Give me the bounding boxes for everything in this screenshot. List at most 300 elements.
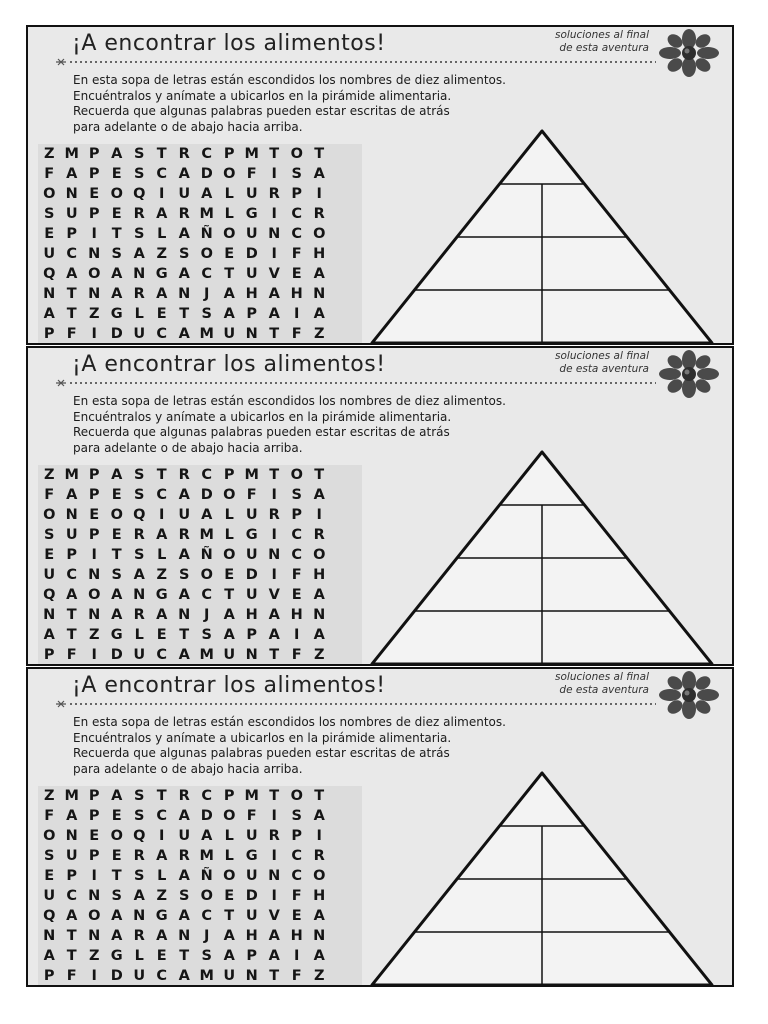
- word-search-letter[interactable]: C: [201, 467, 213, 483]
- word-search-letter[interactable]: S: [134, 146, 145, 162]
- word-search-letter[interactable]: P: [88, 527, 100, 543]
- word-search-letter[interactable]: O: [223, 166, 236, 182]
- word-search-letter[interactable]: I: [271, 808, 277, 824]
- word-search-letter[interactable]: O: [43, 507, 56, 523]
- word-search-letter[interactable]: U: [223, 326, 236, 342]
- word-search-letter[interactable]: P: [246, 948, 258, 964]
- word-search-letter[interactable]: U: [43, 567, 56, 583]
- word-search-letter[interactable]: G: [110, 306, 123, 322]
- word-search-letter[interactable]: T: [66, 286, 77, 302]
- word-search-letter[interactable]: A: [313, 948, 325, 964]
- word-search-letter[interactable]: U: [245, 908, 258, 924]
- word-search-letter[interactable]: T: [269, 326, 280, 342]
- word-search-letter[interactable]: E: [291, 908, 302, 924]
- word-search-letter[interactable]: A: [178, 266, 190, 282]
- word-search-letter[interactable]: A: [66, 487, 78, 503]
- word-search-letter[interactable]: R: [178, 146, 190, 162]
- word-search-letter[interactable]: A: [156, 607, 168, 623]
- word-search-row[interactable]: [38, 545, 362, 565]
- word-search-letter[interactable]: T: [269, 146, 280, 162]
- word-search-letter[interactable]: R: [133, 848, 145, 864]
- word-search-row[interactable]: [38, 846, 362, 866]
- word-search-letter[interactable]: F: [291, 246, 302, 262]
- word-search-letter[interactable]: O: [290, 146, 303, 162]
- word-search-letter[interactable]: Ñ: [200, 547, 213, 563]
- word-search-letter[interactable]: M: [244, 788, 259, 804]
- word-search-letter[interactable]: D: [110, 647, 123, 663]
- word-search-row[interactable]: [38, 886, 362, 906]
- word-search-letter[interactable]: I: [271, 246, 277, 262]
- word-search-letter[interactable]: L: [157, 547, 167, 563]
- word-search-letter[interactable]: E: [89, 507, 100, 523]
- word-search-letter[interactable]: I: [91, 968, 97, 984]
- word-search-letter[interactable]: S: [111, 888, 122, 904]
- word-search-letter[interactable]: R: [313, 527, 325, 543]
- word-search-letter[interactable]: U: [245, 547, 258, 563]
- word-search-letter[interactable]: S: [179, 888, 190, 904]
- word-search-letter[interactable]: L: [224, 206, 234, 222]
- word-search-letter[interactable]: O: [313, 868, 326, 884]
- word-search-letter[interactable]: F: [66, 968, 77, 984]
- word-search-letter[interactable]: R: [133, 928, 145, 944]
- word-search-letter[interactable]: A: [223, 928, 235, 944]
- word-search-letter[interactable]: A: [178, 166, 190, 182]
- word-search-letter[interactable]: N: [178, 607, 191, 623]
- word-search-letter[interactable]: I: [91, 547, 97, 563]
- word-search-letter[interactable]: N: [43, 928, 56, 944]
- word-search-letter[interactable]: Ñ: [200, 226, 213, 242]
- word-search-letter[interactable]: D: [200, 808, 213, 824]
- word-search-letter[interactable]: A: [178, 868, 190, 884]
- word-search-letter[interactable]: O: [200, 888, 213, 904]
- word-search-letter[interactable]: T: [111, 547, 122, 563]
- word-search-row[interactable]: [38, 485, 362, 505]
- word-search-letter[interactable]: N: [245, 647, 258, 663]
- word-search-letter[interactable]: Z: [313, 326, 325, 342]
- word-search-letter[interactable]: N: [133, 908, 146, 924]
- word-search-letter[interactable]: T: [314, 467, 325, 483]
- word-search-letter[interactable]: A: [268, 627, 280, 643]
- word-search-row[interactable]: [38, 645, 362, 665]
- word-search-letter[interactable]: A: [111, 266, 123, 282]
- word-search-letter[interactable]: C: [291, 527, 303, 543]
- word-search-letter[interactable]: A: [111, 908, 123, 924]
- word-search-letter[interactable]: O: [223, 808, 236, 824]
- word-search-letter[interactable]: P: [291, 507, 303, 523]
- word-search-letter[interactable]: A: [223, 286, 235, 302]
- word-search-letter[interactable]: L: [134, 948, 144, 964]
- word-search-letter[interactable]: I: [159, 186, 165, 202]
- word-search-letter[interactable]: T: [66, 928, 77, 944]
- word-search-letter[interactable]: C: [201, 788, 213, 804]
- word-search-letter[interactable]: A: [111, 607, 123, 623]
- word-search-letter[interactable]: T: [269, 647, 280, 663]
- word-search-letter[interactable]: A: [156, 527, 168, 543]
- word-search-letter[interactable]: A: [178, 487, 190, 503]
- word-search-letter[interactable]: F: [291, 567, 302, 583]
- word-search-letter[interactable]: T: [111, 226, 122, 242]
- word-search-letter[interactable]: L: [224, 507, 234, 523]
- pyramid-slot[interactable]: [500, 773, 584, 826]
- word-search-letter[interactable]: M: [199, 206, 214, 222]
- word-search-letter[interactable]: S: [201, 948, 212, 964]
- word-search-letter[interactable]: F: [291, 647, 302, 663]
- word-search-letter[interactable]: T: [224, 587, 235, 603]
- word-search-letter[interactable]: A: [313, 908, 325, 924]
- word-search-letter[interactable]: T: [179, 306, 190, 322]
- word-search-letter[interactable]: U: [245, 266, 258, 282]
- word-search-letter[interactable]: N: [268, 226, 281, 242]
- word-search-letter[interactable]: A: [111, 788, 123, 804]
- word-search-letter[interactable]: E: [224, 567, 235, 583]
- word-search-letter[interactable]: Z: [156, 246, 167, 262]
- word-search-letter[interactable]: U: [65, 527, 78, 543]
- word-search-letter[interactable]: A: [111, 587, 123, 603]
- word-search-letter[interactable]: C: [291, 868, 303, 884]
- word-search-letter[interactable]: J: [204, 607, 210, 623]
- word-search-letter[interactable]: S: [44, 848, 55, 864]
- word-search-letter[interactable]: L: [224, 186, 234, 202]
- word-search-letter[interactable]: T: [66, 948, 77, 964]
- word-search-letter[interactable]: L: [134, 306, 144, 322]
- word-search-letter[interactable]: S: [111, 246, 122, 262]
- word-search-letter[interactable]: N: [65, 828, 78, 844]
- word-search-letter[interactable]: I: [316, 186, 322, 202]
- word-search-letter[interactable]: A: [178, 226, 190, 242]
- word-search-letter[interactable]: S: [134, 808, 145, 824]
- word-search-letter[interactable]: P: [88, 487, 100, 503]
- word-search-letter[interactable]: A: [223, 948, 235, 964]
- word-search-letter[interactable]: N: [245, 968, 258, 984]
- word-search-row[interactable]: [38, 806, 362, 826]
- word-search-letter[interactable]: N: [88, 246, 101, 262]
- word-search-letter[interactable]: G: [245, 848, 258, 864]
- word-search-letter[interactable]: N: [268, 868, 281, 884]
- word-search-letter[interactable]: E: [89, 828, 100, 844]
- word-search-letter[interactable]: P: [246, 306, 258, 322]
- word-search-letter[interactable]: I: [271, 567, 277, 583]
- word-search-letter[interactable]: S: [134, 226, 145, 242]
- word-search-letter[interactable]: C: [201, 908, 213, 924]
- word-search-letter[interactable]: N: [43, 607, 56, 623]
- word-search-letter[interactable]: P: [43, 647, 55, 663]
- word-search-letter[interactable]: T: [269, 467, 280, 483]
- word-search-letter[interactable]: E: [111, 848, 122, 864]
- word-search-letter[interactable]: T: [111, 868, 122, 884]
- word-search-letter[interactable]: O: [110, 828, 123, 844]
- word-search-letter[interactable]: A: [66, 587, 78, 603]
- word-search-letter[interactable]: I: [91, 647, 97, 663]
- word-search-letter[interactable]: C: [156, 968, 168, 984]
- word-search-letter[interactable]: N: [133, 266, 146, 282]
- word-search-letter[interactable]: I: [294, 948, 300, 964]
- word-search-letter[interactable]: R: [178, 467, 190, 483]
- word-search-letter[interactable]: A: [66, 908, 78, 924]
- word-search-letter[interactable]: I: [271, 888, 277, 904]
- word-search-letter[interactable]: M: [64, 467, 79, 483]
- word-search-letter[interactable]: Z: [313, 968, 325, 984]
- word-search-row[interactable]: [38, 284, 362, 304]
- word-search-row[interactable]: [38, 244, 362, 264]
- word-search-letter[interactable]: A: [178, 547, 190, 563]
- word-search-letter[interactable]: T: [156, 146, 167, 162]
- word-search-letter[interactable]: N: [178, 286, 191, 302]
- word-search-letter[interactable]: U: [133, 647, 146, 663]
- word-search-letter[interactable]: E: [156, 306, 167, 322]
- word-search-letter[interactable]: S: [134, 868, 145, 884]
- word-search-letter[interactable]: E: [111, 487, 122, 503]
- pyramid-slot[interactable]: [500, 131, 584, 184]
- word-search-row[interactable]: [38, 525, 362, 545]
- word-search-letter[interactable]: G: [110, 627, 123, 643]
- word-search-letter[interactable]: U: [245, 868, 258, 884]
- word-search-row[interactable]: [38, 505, 362, 525]
- word-search-letter[interactable]: M: [199, 326, 214, 342]
- word-search-letter[interactable]: S: [134, 788, 145, 804]
- word-search-row[interactable]: [38, 184, 362, 204]
- word-search-letter[interactable]: A: [178, 647, 190, 663]
- word-search-letter[interactable]: F: [291, 888, 302, 904]
- word-search-letter[interactable]: G: [245, 206, 258, 222]
- word-search-letter[interactable]: C: [291, 848, 303, 864]
- word-search-letter[interactable]: A: [133, 567, 145, 583]
- word-search-letter[interactable]: A: [268, 607, 280, 623]
- word-search-letter[interactable]: Z: [88, 627, 100, 643]
- word-search-letter[interactable]: I: [271, 206, 277, 222]
- word-search-letter[interactable]: A: [313, 166, 325, 182]
- word-search-letter[interactable]: T: [179, 627, 190, 643]
- word-search-letter[interactable]: U: [245, 186, 258, 202]
- word-search-letter[interactable]: P: [88, 467, 100, 483]
- word-search-letter[interactable]: A: [156, 928, 168, 944]
- word-search-letter[interactable]: Z: [156, 567, 167, 583]
- word-search-letter[interactable]: P: [88, 206, 100, 222]
- word-search-letter[interactable]: P: [66, 226, 78, 242]
- word-search-letter[interactable]: I: [159, 507, 165, 523]
- word-search-letter[interactable]: N: [88, 888, 101, 904]
- word-search-letter[interactable]: A: [133, 246, 145, 262]
- word-search-letter[interactable]: F: [246, 166, 257, 182]
- word-search-letter[interactable]: L: [157, 868, 167, 884]
- word-search-letter[interactable]: O: [88, 266, 101, 282]
- word-search-letter[interactable]: A: [111, 146, 123, 162]
- word-search-letter[interactable]: D: [245, 246, 258, 262]
- word-search-letter[interactable]: E: [111, 527, 122, 543]
- word-search-letter[interactable]: G: [155, 266, 168, 282]
- word-search-letter[interactable]: T: [66, 627, 77, 643]
- word-search-grid[interactable]: [38, 144, 362, 344]
- word-search-letter[interactable]: R: [178, 788, 190, 804]
- word-search-letter[interactable]: O: [313, 226, 326, 242]
- word-search-row[interactable]: [38, 324, 362, 344]
- word-search-letter[interactable]: R: [133, 527, 145, 543]
- word-search-letter[interactable]: R: [313, 848, 325, 864]
- word-search-letter[interactable]: R: [133, 206, 145, 222]
- word-search-letter[interactable]: U: [223, 647, 236, 663]
- word-search-letter[interactable]: S: [44, 206, 55, 222]
- word-search-letter[interactable]: Z: [313, 647, 325, 663]
- word-search-letter[interactable]: H: [313, 888, 326, 904]
- word-search-row[interactable]: [38, 224, 362, 244]
- word-search-letter[interactable]: S: [134, 547, 145, 563]
- word-search-letter[interactable]: A: [268, 286, 280, 302]
- word-search-letter[interactable]: O: [110, 186, 123, 202]
- word-search-letter[interactable]: N: [133, 587, 146, 603]
- word-search-letter[interactable]: S: [201, 627, 212, 643]
- word-search-letter[interactable]: C: [291, 547, 303, 563]
- word-search-letter[interactable]: O: [290, 788, 303, 804]
- word-search-letter[interactable]: A: [43, 306, 55, 322]
- word-search-letter[interactable]: I: [316, 828, 322, 844]
- word-search-letter[interactable]: F: [66, 647, 77, 663]
- word-search-letter[interactable]: I: [271, 487, 277, 503]
- word-search-letter[interactable]: R: [268, 507, 280, 523]
- word-search-letter[interactable]: C: [66, 888, 78, 904]
- word-search-row[interactable]: [38, 786, 362, 806]
- word-search-letter[interactable]: U: [43, 246, 56, 262]
- word-search-letter[interactable]: A: [111, 467, 123, 483]
- word-search-letter[interactable]: C: [201, 146, 213, 162]
- word-search-row[interactable]: [38, 585, 362, 605]
- word-search-letter[interactable]: S: [291, 166, 302, 182]
- word-search-letter[interactable]: N: [313, 286, 326, 302]
- word-search-letter[interactable]: A: [111, 286, 123, 302]
- word-search-letter[interactable]: O: [290, 467, 303, 483]
- word-search-letter[interactable]: S: [201, 306, 212, 322]
- word-search-letter[interactable]: U: [245, 587, 258, 603]
- word-search-letter[interactable]: E: [111, 206, 122, 222]
- word-search-row[interactable]: [38, 826, 362, 846]
- word-search-letter[interactable]: H: [290, 607, 303, 623]
- word-search-letter[interactable]: C: [201, 266, 213, 282]
- word-search-letter[interactable]: E: [111, 166, 122, 182]
- word-search-letter[interactable]: I: [91, 226, 97, 242]
- word-search-letter[interactable]: R: [178, 206, 190, 222]
- word-search-letter[interactable]: A: [223, 627, 235, 643]
- word-search-letter[interactable]: G: [155, 587, 168, 603]
- word-search-letter[interactable]: I: [316, 507, 322, 523]
- word-search-letter[interactable]: D: [245, 567, 258, 583]
- word-search-letter[interactable]: E: [44, 547, 55, 563]
- word-search-letter[interactable]: Z: [43, 467, 55, 483]
- word-search-letter[interactable]: H: [313, 567, 326, 583]
- word-search-letter[interactable]: H: [245, 286, 258, 302]
- word-search-letter[interactable]: A: [43, 627, 55, 643]
- word-search-letter[interactable]: S: [134, 487, 145, 503]
- word-search-letter[interactable]: A: [66, 166, 78, 182]
- word-search-letter[interactable]: I: [294, 306, 300, 322]
- word-search-letter[interactable]: F: [246, 487, 257, 503]
- word-search-letter[interactable]: F: [44, 808, 55, 824]
- word-search-letter[interactable]: T: [66, 607, 77, 623]
- word-search-letter[interactable]: G: [110, 948, 123, 964]
- word-search-letter[interactable]: M: [199, 647, 214, 663]
- word-search-letter[interactable]: R: [133, 286, 145, 302]
- word-search-letter[interactable]: P: [88, 848, 100, 864]
- word-search-letter[interactable]: A: [313, 266, 325, 282]
- word-search-letter[interactable]: O: [223, 547, 236, 563]
- word-search-letter[interactable]: M: [244, 146, 259, 162]
- word-search-letter[interactable]: N: [88, 567, 101, 583]
- word-search-letter[interactable]: A: [313, 627, 325, 643]
- word-search-letter[interactable]: G: [155, 908, 168, 924]
- word-search-letter[interactable]: Q: [133, 186, 146, 202]
- word-search-letter[interactable]: P: [246, 627, 258, 643]
- word-search-letter[interactable]: O: [313, 547, 326, 563]
- word-search-letter[interactable]: T: [66, 306, 77, 322]
- word-search-letter[interactable]: O: [110, 507, 123, 523]
- word-search-letter[interactable]: A: [201, 186, 213, 202]
- word-search-letter[interactable]: J: [204, 928, 210, 944]
- word-search-letter[interactable]: E: [291, 587, 302, 603]
- word-search-letter[interactable]: I: [91, 868, 97, 884]
- word-search-letter[interactable]: U: [133, 968, 146, 984]
- word-search-letter[interactable]: Z: [88, 948, 100, 964]
- word-search-letter[interactable]: D: [200, 487, 213, 503]
- word-search-letter[interactable]: A: [156, 206, 168, 222]
- word-search-letter[interactable]: N: [313, 928, 326, 944]
- word-search-letter[interactable]: A: [201, 828, 213, 844]
- word-search-letter[interactable]: D: [110, 326, 123, 342]
- word-search-letter[interactable]: U: [65, 206, 78, 222]
- word-search-letter[interactable]: A: [313, 487, 325, 503]
- word-search-letter[interactable]: S: [291, 808, 302, 824]
- word-search-letter[interactable]: U: [223, 968, 236, 984]
- word-search-letter[interactable]: C: [156, 647, 168, 663]
- word-search-letter[interactable]: O: [43, 828, 56, 844]
- word-search-letter[interactable]: O: [223, 226, 236, 242]
- word-search-letter[interactable]: I: [271, 527, 277, 543]
- word-search-letter[interactable]: D: [200, 166, 213, 182]
- word-search-letter[interactable]: H: [313, 246, 326, 262]
- word-search-letter[interactable]: P: [88, 808, 100, 824]
- word-search-letter[interactable]: U: [245, 226, 258, 242]
- word-search-letter[interactable]: M: [199, 848, 214, 864]
- word-search-letter[interactable]: C: [291, 206, 303, 222]
- word-search-letter[interactable]: F: [44, 166, 55, 182]
- word-search-letter[interactable]: T: [156, 467, 167, 483]
- word-search-row[interactable]: [38, 906, 362, 926]
- word-search-letter[interactable]: F: [246, 808, 257, 824]
- word-search-letter[interactable]: O: [88, 908, 101, 924]
- word-search-letter[interactable]: H: [290, 928, 303, 944]
- word-search-letter[interactable]: A: [313, 808, 325, 824]
- word-search-letter[interactable]: A: [66, 266, 78, 282]
- word-search-letter[interactable]: L: [157, 226, 167, 242]
- word-search-letter[interactable]: P: [88, 166, 100, 182]
- word-search-letter[interactable]: C: [201, 587, 213, 603]
- word-search-letter[interactable]: J: [204, 286, 210, 302]
- word-search-letter[interactable]: F: [291, 326, 302, 342]
- word-search-row[interactable]: [38, 926, 362, 946]
- word-search-letter[interactable]: N: [313, 607, 326, 623]
- word-search-letter[interactable]: A: [178, 808, 190, 824]
- word-search-letter[interactable]: U: [178, 507, 191, 523]
- word-search-letter[interactable]: V: [268, 587, 280, 603]
- word-search-letter[interactable]: R: [178, 527, 190, 543]
- word-search-letter[interactable]: Q: [133, 828, 146, 844]
- word-search-letter[interactable]: A: [66, 808, 78, 824]
- word-search-letter[interactable]: O: [88, 587, 101, 603]
- word-search-letter[interactable]: E: [291, 266, 302, 282]
- word-search-letter[interactable]: D: [245, 888, 258, 904]
- word-search-letter[interactable]: N: [88, 928, 101, 944]
- word-search-row[interactable]: [38, 264, 362, 284]
- word-search-letter[interactable]: E: [111, 808, 122, 824]
- word-search-letter[interactable]: T: [156, 788, 167, 804]
- word-search-letter[interactable]: U: [43, 888, 56, 904]
- word-search-letter[interactable]: P: [291, 828, 303, 844]
